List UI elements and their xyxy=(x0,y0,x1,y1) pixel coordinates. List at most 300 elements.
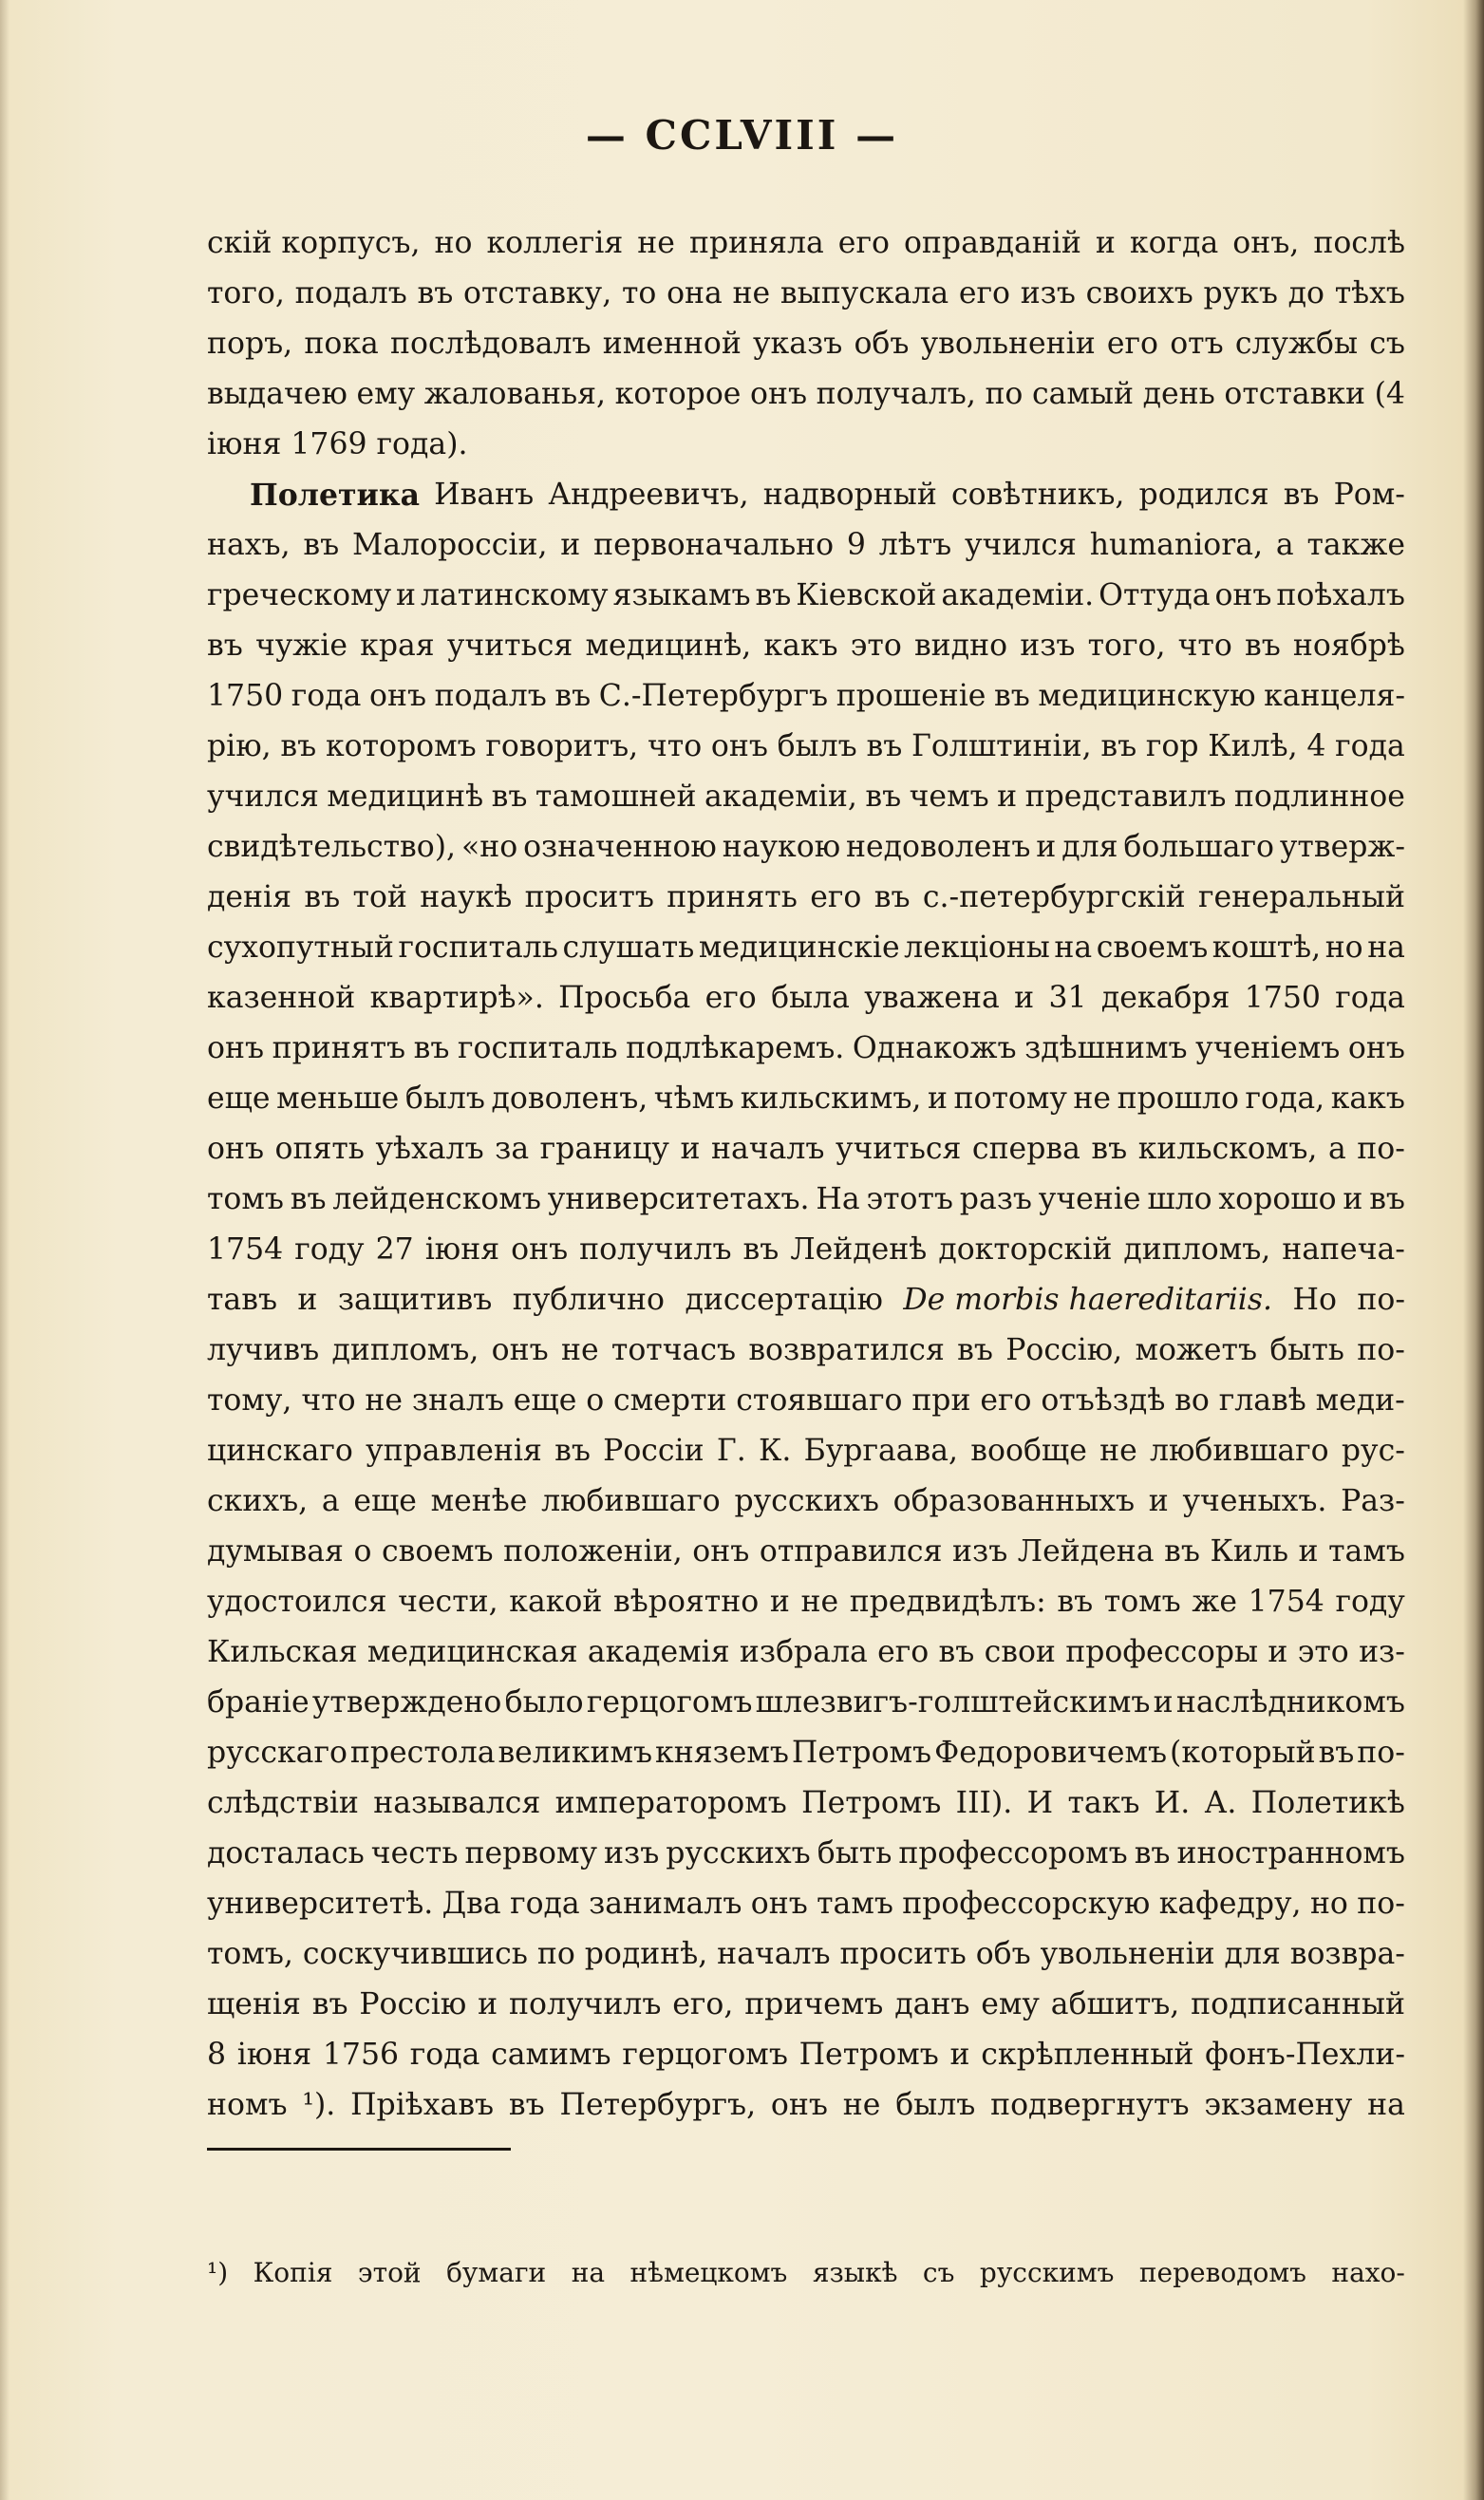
text-line xyxy=(207,1175,1405,1225)
word: Но xyxy=(1292,1283,1337,1317)
word: представилъ xyxy=(1024,780,1227,814)
word: жалованья, xyxy=(423,377,607,411)
text-line xyxy=(207,1024,1405,1074)
word: получалъ, xyxy=(816,377,976,411)
word: Пріѣхавъ xyxy=(350,2088,495,2122)
word: думывая xyxy=(207,1534,344,1569)
word: іюня xyxy=(236,2038,312,2072)
word: (4 xyxy=(1374,377,1405,411)
word: когда xyxy=(1129,226,1219,260)
word: его xyxy=(877,1635,930,1669)
word: На xyxy=(816,1182,860,1216)
word: онъ xyxy=(491,1333,549,1367)
word: не xyxy=(1099,1434,1137,1468)
word: съ xyxy=(1369,327,1405,361)
word: генеральный xyxy=(1198,880,1405,914)
text-line xyxy=(207,973,1405,1024)
word: вѣроятно xyxy=(613,1585,760,1619)
word: томъ xyxy=(1103,1585,1181,1619)
word: во xyxy=(1174,1383,1210,1418)
word: 1754 xyxy=(1248,1585,1324,1619)
word: же xyxy=(1192,1585,1237,1619)
word: на xyxy=(1367,2088,1405,2122)
text-line xyxy=(207,2030,1405,2080)
word: на xyxy=(1054,930,1093,965)
word: выдачею xyxy=(207,377,348,411)
word: И. xyxy=(1154,1786,1191,1820)
word: досталась xyxy=(207,1836,365,1870)
word: и xyxy=(997,780,1018,814)
word: въ xyxy=(938,1635,975,1669)
word: можетъ xyxy=(1135,1333,1258,1367)
word: кильскомъ, xyxy=(1137,1132,1318,1166)
word: Раз- xyxy=(1341,1484,1405,1518)
word: ему xyxy=(356,377,416,411)
word: въ xyxy=(311,1987,348,2021)
word: томъ xyxy=(207,1182,284,1216)
word: поѣхалъ xyxy=(1276,578,1405,612)
word: квартирѣ». xyxy=(369,981,544,1015)
word: получилъ xyxy=(579,1232,732,1267)
word: ученіе xyxy=(1038,1182,1141,1216)
word: просить xyxy=(839,1937,967,1971)
text-line xyxy=(207,1124,1405,1175)
word: подалъ xyxy=(434,679,547,713)
word: той xyxy=(352,880,407,914)
word: медицинскіе xyxy=(698,930,900,965)
word: 4 xyxy=(1306,729,1326,763)
word: въ xyxy=(554,1434,591,1468)
word: а xyxy=(1275,528,1294,562)
word: онъ xyxy=(750,377,808,411)
word: получилъ xyxy=(508,1987,662,2021)
word: прошло xyxy=(1117,1081,1239,1116)
word: тому, xyxy=(207,1383,292,1418)
word: Два xyxy=(441,1887,501,1921)
word: докторскій xyxy=(938,1232,1113,1267)
word: о xyxy=(586,1383,605,1418)
word: большаго xyxy=(1123,830,1274,864)
footnote-rule xyxy=(207,2148,511,2151)
word: экзамену xyxy=(1204,2088,1353,2122)
word: онъ, xyxy=(1232,226,1300,260)
word: какъ xyxy=(763,629,838,663)
word: напеча- xyxy=(1282,1232,1405,1267)
word: госпиталь xyxy=(458,1031,618,1065)
word: для xyxy=(1224,1937,1281,1971)
word: С.-Петербургъ xyxy=(598,679,829,713)
word: защитивъ xyxy=(337,1283,493,1317)
word: онъ xyxy=(710,729,768,763)
word: это xyxy=(1297,1635,1349,1669)
word: III). xyxy=(955,1786,1013,1820)
word: приняла xyxy=(688,226,824,260)
word: также xyxy=(1306,528,1405,562)
word: онъ xyxy=(511,1232,569,1267)
word: своемъ xyxy=(1096,930,1209,965)
word: данъ xyxy=(894,1987,970,2021)
word: недоволенъ xyxy=(846,830,1031,864)
word: онъ xyxy=(770,2088,828,2122)
word: по xyxy=(536,1937,575,1971)
word: говоритъ, xyxy=(485,729,639,763)
word: назывался xyxy=(373,1786,541,1820)
word: тамъ xyxy=(1328,1534,1405,1569)
text-line xyxy=(207,2080,1405,2131)
word: Иванъ xyxy=(434,478,535,512)
word: Кильская xyxy=(207,1635,358,1669)
word: лекціоны xyxy=(904,930,1050,965)
word: для xyxy=(1061,830,1118,864)
word: Полетика xyxy=(250,478,421,513)
word: году xyxy=(1335,1585,1405,1619)
word: своихъ xyxy=(1085,276,1193,310)
word: отправился xyxy=(759,1534,943,1569)
word: принятъ xyxy=(272,1031,406,1065)
word: Однакожъ xyxy=(852,1031,1017,1065)
word: академіи, xyxy=(704,780,857,814)
word: его xyxy=(958,276,1010,310)
text-line xyxy=(207,520,1405,571)
text-line xyxy=(207,1728,1405,1778)
word: въ xyxy=(554,679,592,713)
word: его, xyxy=(672,1987,734,2021)
word: онъ xyxy=(1347,1031,1405,1065)
word: из- xyxy=(1359,1635,1405,1669)
word: латинскому xyxy=(420,578,609,612)
word: года, xyxy=(1245,1081,1325,1116)
word: родинѣ, xyxy=(584,1937,708,1971)
word: до xyxy=(1287,276,1325,310)
word: опять xyxy=(274,1132,365,1166)
word: университетѣ. xyxy=(207,1887,434,1921)
word: кафедру, xyxy=(1158,1887,1302,1921)
word: въ xyxy=(413,1031,450,1065)
word: Петромъ xyxy=(791,1736,932,1770)
text-line xyxy=(207,671,1405,722)
word: главѣ xyxy=(1218,1383,1306,1418)
word: подалъ xyxy=(294,276,407,310)
word: соскучившись xyxy=(302,1937,528,1971)
text-line xyxy=(207,1426,1405,1476)
word: Лейдена xyxy=(1017,1534,1155,1569)
word: объ xyxy=(854,327,910,361)
word: надворный xyxy=(762,478,937,512)
word: Г. xyxy=(716,1434,746,1468)
word: диссертацію xyxy=(685,1283,883,1317)
text-line xyxy=(207,1527,1405,1577)
word: И xyxy=(1026,1786,1054,1820)
word: день xyxy=(1142,377,1215,411)
word: отъѣздѣ xyxy=(1041,1383,1166,1418)
word: смерти xyxy=(613,1383,727,1418)
word: языкамъ xyxy=(612,578,751,612)
word: медицинѣ xyxy=(327,780,484,814)
word: изъ xyxy=(604,1836,660,1870)
word: денія xyxy=(207,880,291,914)
word: Килѣ, xyxy=(1208,729,1298,763)
word: въ xyxy=(280,729,317,763)
word: здѣшнимъ xyxy=(1024,1031,1188,1065)
word: и xyxy=(769,1585,790,1619)
word: первоначально xyxy=(593,528,835,562)
word: отъ xyxy=(1170,327,1224,361)
word: первому xyxy=(464,1836,598,1870)
word: великимъ xyxy=(498,1736,653,1770)
word: онъ xyxy=(207,1031,265,1065)
word: и xyxy=(297,1283,318,1317)
word: подлинное xyxy=(1233,780,1405,814)
word: началъ xyxy=(717,1937,831,1971)
word: чести, xyxy=(398,1585,498,1619)
text-line xyxy=(207,1929,1405,1980)
text-line xyxy=(207,1577,1405,1627)
word: прошеніе xyxy=(836,679,986,713)
word: выпускала xyxy=(780,276,949,310)
word: совѣтникъ, xyxy=(950,478,1125,512)
footnote-word: нахо- xyxy=(1331,2257,1405,2288)
body-text xyxy=(207,218,1405,2131)
word: Петербургъ, xyxy=(559,2088,757,2122)
word: и xyxy=(1343,1182,1363,1216)
footnote-word: съ xyxy=(922,2257,955,2288)
word: К. xyxy=(758,1434,792,1468)
word: по xyxy=(985,377,1024,411)
word: ученіемъ xyxy=(1195,1031,1341,1065)
text-line xyxy=(207,1325,1405,1376)
word: тамъ xyxy=(817,1887,893,1921)
word: наслѣдникомъ xyxy=(1175,1685,1405,1720)
word: въ xyxy=(290,1182,327,1216)
word: Малороссіи, xyxy=(351,528,548,562)
word: какъ xyxy=(1330,1081,1405,1116)
word: года xyxy=(291,679,362,713)
word: уѣхалъ xyxy=(375,1132,484,1166)
word: принять xyxy=(667,880,798,914)
word: въ xyxy=(1164,1534,1200,1569)
word: но xyxy=(1309,1887,1348,1921)
word: потому xyxy=(953,1081,1067,1116)
word: тотчасъ xyxy=(611,1333,737,1367)
word: утверж- xyxy=(1279,830,1405,864)
word: оправданій xyxy=(903,226,1081,260)
word: шло xyxy=(1147,1182,1212,1216)
word: этотъ xyxy=(866,1182,953,1216)
text-line xyxy=(207,1829,1405,1879)
word: какой xyxy=(509,1585,603,1619)
word: онъ xyxy=(369,679,427,713)
word: Россію xyxy=(359,1987,467,2021)
word: профессоромъ xyxy=(898,1836,1128,1870)
word: Петромъ xyxy=(801,1786,942,1820)
word: стоявшаго xyxy=(736,1383,903,1418)
word: онъ xyxy=(1214,578,1272,612)
word: избрала xyxy=(739,1635,868,1669)
word: положеніи, xyxy=(503,1534,683,1569)
word: ему xyxy=(981,1987,1040,2021)
text-line xyxy=(207,621,1405,671)
word: учиться xyxy=(446,629,573,663)
word: зналъ xyxy=(411,1383,504,1418)
word: академія xyxy=(587,1635,730,1669)
word: іюня 1769 года). xyxy=(207,427,468,461)
word: но xyxy=(434,226,473,260)
footnote xyxy=(207,2250,1405,2296)
word: 8 xyxy=(207,2038,227,2072)
word: любившаго xyxy=(1149,1434,1329,1468)
word: въ xyxy=(304,880,341,914)
word: въ xyxy=(1100,729,1137,763)
word: отставку, xyxy=(463,276,612,310)
word: въ xyxy=(1091,1132,1128,1166)
word: учился xyxy=(207,780,319,814)
word: самимъ xyxy=(491,2038,611,2072)
word: его xyxy=(704,981,757,1015)
word: герцогомъ xyxy=(586,1685,753,1720)
word: въ xyxy=(873,880,911,914)
word: въ xyxy=(1283,478,1320,512)
word: императоромъ xyxy=(554,1786,787,1820)
word: въ xyxy=(1369,1182,1405,1216)
page-edge-left xyxy=(0,0,9,2500)
word: подписанный xyxy=(1191,1987,1405,2021)
word: честь xyxy=(370,1836,459,1870)
word: Ром- xyxy=(1333,478,1405,512)
word: изъ xyxy=(1020,629,1076,663)
word: еще xyxy=(207,1081,271,1116)
word: Федоровичемъ xyxy=(934,1736,1168,1770)
word: дипломъ, xyxy=(1123,1232,1271,1267)
word: іюня xyxy=(424,1232,500,1267)
word: въ xyxy=(957,1333,993,1367)
word: въ xyxy=(755,578,792,612)
word: университетахъ. xyxy=(547,1182,810,1216)
word: увольненіи xyxy=(920,327,1096,361)
word: по- xyxy=(1357,1887,1405,1921)
word: не xyxy=(800,1585,839,1619)
word: изъ xyxy=(1020,276,1076,310)
word: изъ xyxy=(952,1534,1008,1569)
word: доволенъ, xyxy=(491,1081,648,1116)
word: управленія xyxy=(366,1434,542,1468)
text-line xyxy=(207,822,1405,873)
word: еще xyxy=(353,1484,417,1518)
footnote-word: на xyxy=(571,2257,606,2288)
word: цинскаго xyxy=(207,1434,353,1468)
word: была xyxy=(771,981,850,1015)
word: а xyxy=(1327,1132,1346,1166)
text-line xyxy=(207,1778,1405,1829)
word: было xyxy=(504,1685,584,1720)
word: любившаго xyxy=(541,1484,721,1518)
word: и xyxy=(560,528,581,562)
word: тѣхъ xyxy=(1334,276,1405,310)
word: въ xyxy=(491,780,528,814)
text-line xyxy=(207,1627,1405,1678)
word: и xyxy=(1268,1635,1288,1669)
word: нахъ, xyxy=(207,528,291,562)
text-line xyxy=(207,269,1405,319)
word: въ xyxy=(994,679,1030,713)
text-line xyxy=(207,1879,1405,1929)
word: подлѣкаремъ. xyxy=(626,1031,845,1065)
word: номъ xyxy=(207,2088,288,2122)
word: иностранномъ xyxy=(1176,1836,1405,1870)
word: 9 xyxy=(846,528,866,562)
word: госпиталь xyxy=(398,930,558,965)
word: края xyxy=(360,629,435,663)
word: въ xyxy=(417,276,454,310)
word: рус- xyxy=(1341,1434,1405,1468)
word: былъ xyxy=(895,2088,976,2122)
word: удостоился xyxy=(207,1585,387,1619)
word: вообще xyxy=(970,1434,1087,1468)
word: въ xyxy=(742,1232,780,1267)
word: самый xyxy=(1032,377,1134,411)
word: въ xyxy=(508,2088,545,2122)
word: De morbis haereditariis. xyxy=(903,1283,1273,1317)
word: и xyxy=(680,1132,701,1166)
word: онъ xyxy=(750,1887,808,1921)
word: фонъ-Пехли- xyxy=(1205,2038,1405,2072)
word: его xyxy=(1106,327,1159,361)
word: подвергнутъ xyxy=(990,2088,1190,2122)
word: она xyxy=(667,276,723,310)
word: отставки xyxy=(1224,377,1366,411)
word: с.-петербургскій xyxy=(922,880,1186,914)
word: 31 xyxy=(1048,981,1087,1015)
word: Андреевичъ, xyxy=(548,478,749,512)
word: слушать xyxy=(562,930,695,965)
word: и xyxy=(478,1987,498,2021)
word: именной xyxy=(602,327,742,361)
word: службы xyxy=(1234,327,1359,361)
word: увольненіи xyxy=(1040,1937,1215,1971)
footnote-word: ¹) xyxy=(207,2257,229,2288)
word: послѣдовалъ xyxy=(390,327,592,361)
word: Оттуда xyxy=(1099,578,1211,612)
word: и xyxy=(1095,226,1116,260)
word: не xyxy=(1073,1081,1112,1116)
page-number-header: — CCLVIII — xyxy=(585,112,899,159)
word: humaniora, xyxy=(1089,528,1264,562)
word: образованныхъ xyxy=(892,1484,1136,1518)
word: году xyxy=(294,1232,365,1267)
word: не xyxy=(637,226,675,260)
word: скрѣпленный xyxy=(981,2038,1194,2072)
word: тамошней xyxy=(535,780,697,814)
footnote-word: Копія xyxy=(253,2257,333,2288)
word: своемъ xyxy=(381,1534,494,1569)
word: чѣмъ xyxy=(653,1081,735,1116)
word: при xyxy=(911,1383,971,1418)
word: быть xyxy=(817,1836,892,1870)
word: это xyxy=(850,629,902,663)
word: то xyxy=(621,276,657,310)
word: лучивъ xyxy=(207,1333,320,1367)
text-line xyxy=(207,218,1405,269)
word: и xyxy=(396,578,417,612)
word: онъ xyxy=(692,1534,750,1569)
word: свидѣтельство), xyxy=(207,830,457,864)
word: что xyxy=(1177,629,1232,663)
word: наукѣ xyxy=(420,880,513,914)
word: казенной xyxy=(207,981,356,1015)
word: въ xyxy=(865,780,902,814)
word: по- xyxy=(1357,1132,1405,1166)
word: чужіе xyxy=(254,629,348,663)
word: и xyxy=(949,2038,970,2072)
